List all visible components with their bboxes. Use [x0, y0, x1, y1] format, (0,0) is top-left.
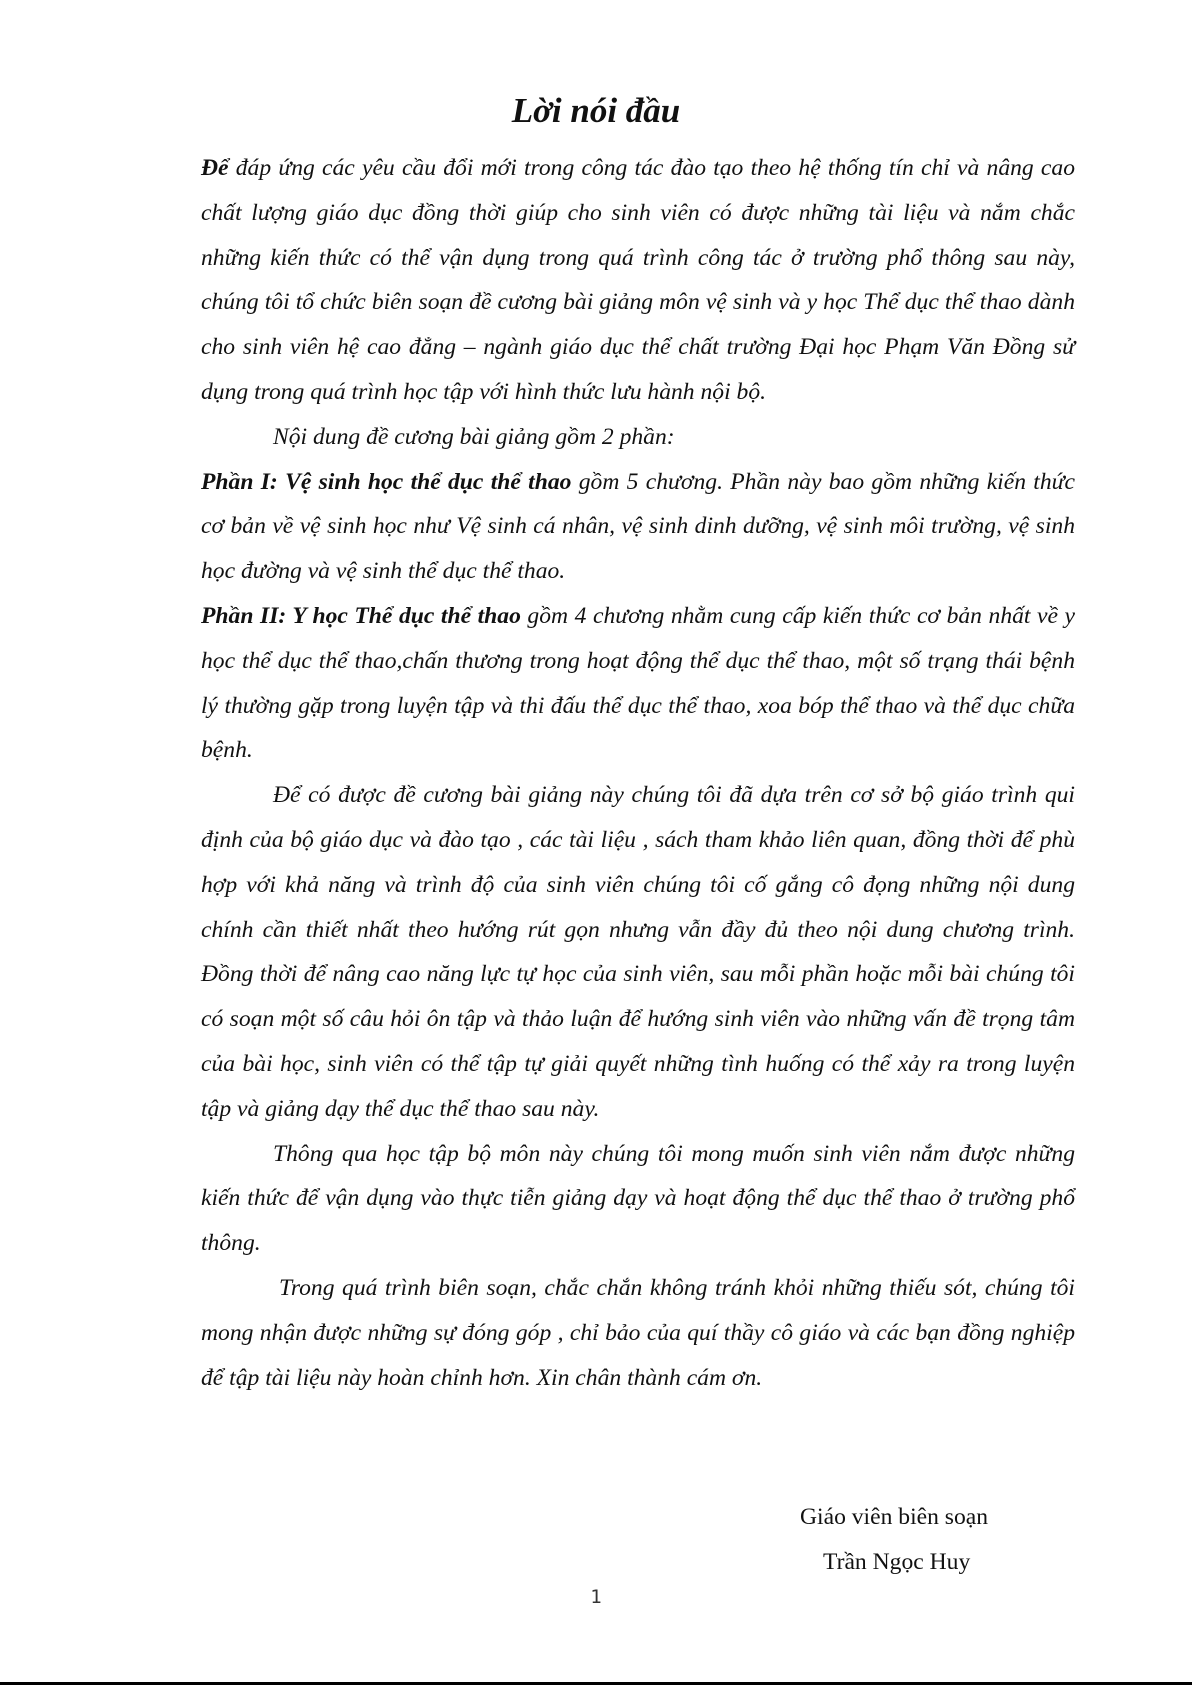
page-number: 1 [590, 1586, 602, 1608]
paragraph-intro [201, 146, 1075, 415]
body-text [201, 146, 1075, 1400]
paragraph-closing: Trong quá trình biên soạn, chắc chắn không tránh khỏi những thiếu sót, chúng tôi mong nhận được những sự đóng góp , chỉ bảo của quí thầy cô giáo và các bạn đồng nghiệp để tập tài liệu này hoàn chỉnh hơn. Xin chân thành cám ơn. [201, 1274, 1075, 1391]
part-two-text: gồm 4 chương nhằm cung cấp kiến thức cơ bản nhất về y học thể dục thể thao,chấn thương trong hoạt động thể dục thể thao, một số trạng thái bệnh lý thường gặp trong luyện tập và thi đấu thể dục thể thao, xoa bóp thể thao và thể dục chữa bệnh. [201, 602, 1075, 764]
paragraph-intro-lead: Để [201, 155, 229, 181]
part-one-text: gồm 5 chương. Phần này bao gồm những kiến thức cơ bản về vệ sinh học như Vệ sinh cá nhân, vệ sinh dinh dưỡng, vệ sinh môi trường, vệ sinh học đường và vệ sinh thể dục thể thao. [201, 468, 1075, 585]
paragraph-part-two [201, 594, 1075, 773]
part-two-heading: Phần II: Y học Thể dục thể thao [201, 602, 521, 629]
paragraph-contents: Nội dung đề cương bài giảng gồm 2 phần: [273, 423, 675, 450]
paragraph-part-one [201, 460, 1075, 594]
paragraph-goal: Thông qua học tập bộ môn này chúng tôi mong muốn sinh viên nắm được những kiến thức để vận dụng vào thực tiễn giảng dạy và hoạt động thể dục thể thao ở trường phổ thông. [201, 1140, 1075, 1257]
signature-name: Trần Ngọc Huy [823, 1549, 971, 1575]
paragraph-intro-text: đáp ứng các yêu cầu đổi mới trong công tác đào tạo theo hệ thống tín chỉ và nâng cao chất lượng giáo dục đồng thời giúp cho sinh viên có được những tài liệu và nắm chắc những kiến thức có thể vận dụng trong quá trình công tác ở trường phổ thông sau này, chúng tôi tổ chức biên soạn đề cương bài giảng môn vệ sinh và y học Thể dục thể thao dành cho sinh viên hệ cao đẳng – ngành giáo dục thể chất trường Đại học Phạm Văn Đồng sử dụng trong quá trình học tập với hình thức lưu hành nội bộ. [201, 155, 1075, 405]
page-title: Lời nói đầu [511, 91, 681, 130]
paragraph-basis: Để có được đề cương bài giảng này chúng tôi đã dựa trên cơ sở bộ giáo trình qui định của bộ giáo dục và đào tạo , các tài liệu , sách tham khảo liên quan, đồng thời để phù hợp với khả năng và trình độ của sinh viên chúng tôi cố gắng cô đọng những nội dung chính cần thiết nhất theo hướng rút gọn nhưng vẫn đầy đủ theo nội dung chương trình. Đồng thời để nâng cao năng lực tự học của sinh viên, sau mỗi phần hoặc mỗi bài chúng tôi có soạn một số câu hỏi ôn tập và thảo luận để hướng sinh viên vào những vấn đề trọng tâm của bài học, sinh viên có thể tập tự giải quyết những tình huống có thể xảy ra trong luyện tập và giảng dạy thể dục thể thao sau này. [201, 782, 1075, 1122]
part-one-heading: Phần I: Vệ sinh học thể dục thể thao [201, 468, 572, 495]
signature-role: Giáo viên biên soạn [800, 1504, 989, 1530]
